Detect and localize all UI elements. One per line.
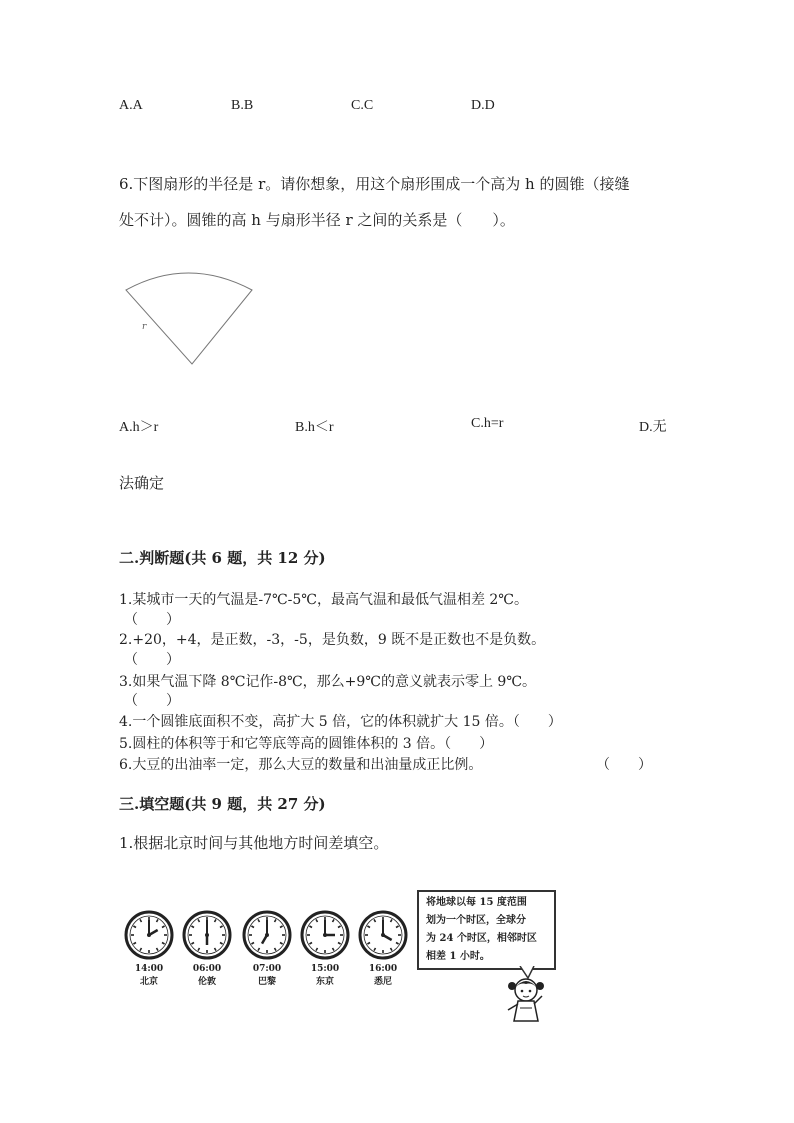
clock-city: 北京 [139,977,158,987]
girl-illustration-icon [490,966,560,1026]
clock-time: 07:00 [252,964,282,974]
clock-tokyo [300,910,350,987]
clock-face-icon [124,910,174,960]
q6-option-a: A.h＞r [119,420,159,435]
judge-item-6: 6.大豆的出油率一定，那么大豆的数量和出油量成正比例。 [119,757,483,773]
option-c: C.C [351,98,374,113]
clock-center [147,933,151,937]
bubble-line-4: 相差 1 小时。 [426,951,490,962]
radius-label: r [142,322,147,332]
clock-time: 14:00 [134,964,164,974]
judge-item-2: 2.+20，+4，是正数，-3，-5，是负数，9 既不是正数也不是负数。 [119,632,546,648]
clock-face-icon [242,910,292,960]
bubble-line-2: 划为一个时区，全球分 [426,915,526,926]
option-a: A.A [119,98,143,113]
q6-option-c: C.h=r [471,416,504,431]
clock-center [381,933,385,937]
bubble-line-1: 将地球以每 15 度范围 [426,897,527,908]
sector-figure [118,264,268,374]
clock-city: 巴黎 [257,977,276,987]
clock-time: 16:00 [368,964,398,974]
q6-option-d-cont: 法确定 [119,474,165,492]
judge-bracket-2: （ ） [124,652,180,668]
clock-face-icon [182,910,232,960]
clock-center [205,933,209,937]
clock-face-icon [358,910,408,960]
clock-sydney [358,910,408,987]
clock-city: 悉尼 [373,977,392,987]
judge-item-4: 4.一个圆锥底面积不变，高扩大 5 倍，它的体积就扩大 15 倍。（ ） [119,714,562,730]
bubble-line-3: 为 24 个时区，相邻时区 [426,933,537,944]
option-b: B.B [231,98,254,113]
clock-paris [242,910,292,987]
q6-option-d: D.无 [639,420,667,435]
clock-center [265,933,269,937]
q6-line1: 6.下图扇形的半径是 r。请你想象，用这个扇形围成一个高为 h 的圆锥（接缝 [119,175,630,193]
judge-bracket-6: （ ） [596,757,652,773]
clock-center [323,933,327,937]
judge-bracket-1: （ ） [124,612,180,628]
judge-item-1: 1.某城市一天的气温是-7℃-5℃，最高气温和最低气温相差 2℃。 [119,592,528,608]
clock-beijing [124,910,174,987]
clock-london [182,910,232,987]
clock-city: 东京 [315,977,334,987]
clock-time: 15:00 [310,964,340,974]
speech-bubble [417,890,556,970]
option-d: D.D [471,98,495,113]
q6-line2: 处不计）。圆锥的高 h 与扇形半径 r 之间的关系是（ ）。 [119,211,515,229]
clock-face-icon [300,910,350,960]
sector-shape [126,273,252,364]
judge-item-3: 3.如果气温下降 8℃记作-8℃，那么+9℃的意义就表示零上 9℃。 [119,674,536,690]
section3-title: 三.填空题(共 9 题，共 27 分) [119,795,326,813]
clock-city: 伦敦 [197,977,216,987]
section3-q1: 1.根据北京时间与其他地方时间差填空。 [119,834,389,852]
judge-bracket-3: （ ） [124,693,180,709]
section2-title: 二.判断题(共 6 题，共 12 分) [119,549,326,567]
judge-item-5: 5.圆柱的体积等于和它等底等高的圆锥体积的 3 倍。（ ） [119,736,494,752]
q6-option-b: B.h＜r [295,420,334,435]
clock-time: 06:00 [192,964,222,974]
